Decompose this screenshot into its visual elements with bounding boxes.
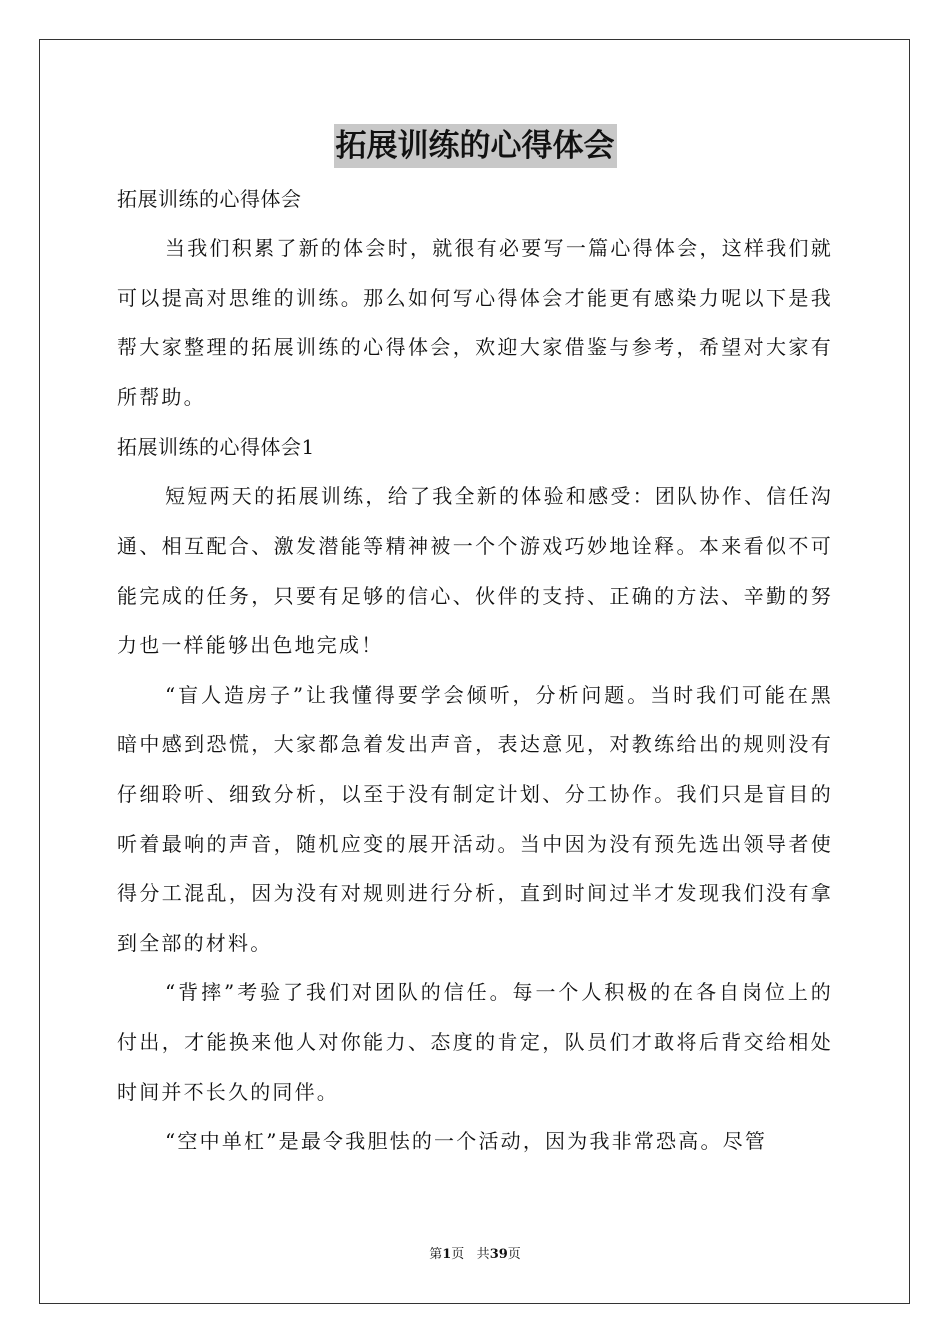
- document-body: [117, 174, 833, 1167]
- page-footer: [0, 1246, 950, 1264]
- page-number: 1: [442, 1247, 452, 1262]
- total-suffix: 页: [507, 1247, 521, 1262]
- total-prefix: 共: [476, 1247, 490, 1262]
- title-container: [0, 124, 950, 168]
- total-pages: 39: [489, 1247, 508, 1262]
- page-prefix: 第: [429, 1247, 443, 1262]
- section-paragraph: “背摔”考验了我们对团队的信任。每一个人积极的在各自岗位上的付出，才能换来他人对你能力、态度的肯定，队员们才敢将后背交给相处时间并不长久的同伴。: [117, 980, 833, 1104]
- section-paragraph: 短短两天的拓展训练，给了我全新的体验和感受：团队协作、信任沟通、相互配合、激发潜能等精神被一个个游戏巧妙地诠释。本来看似不可能完成的任务，只要有足够的信心、伙伴的支持、正确的方法、辛勤的努力也一样能够出色地完成！: [117, 484, 833, 658]
- section-paragraph: “空中单杠”是最令我胆怯的一个活动，因为我非常恐高。尽管: [165, 1129, 768, 1154]
- section-heading: 拓展训练的心得体会1: [117, 435, 315, 460]
- document-title: 拓展训练的心得体会: [334, 124, 617, 168]
- document-subtitle: 拓展训练的心得体会: [117, 187, 302, 211]
- page-suffix: 页: [451, 1247, 465, 1262]
- intro-paragraph: 当我们积累了新的体会时，就很有必要写一篇心得体会，这样我们就可以提高对思维的训练。那么如何写心得体会才能更有感染力呢以下是我帮大家整理的拓展训练的心得体会，欢迎大家借鉴与参考，希望对大家有所帮助。: [117, 236, 833, 409]
- section-paragraph: “盲人造房子”让我懂得要学会倾听，分析问题。当时我们可能在黑暗中感到恐慌，大家都急着发出声音，表达意见，对教练给出的规则没有仔细聆听、细致分析，以至于没有制定计划、分工协作。我们只是盲目的听着最响的声音，随机应变的展开活动。当中因为没有预先选出领导者使得分工混乱，因为没有对规则进行分析，直到时间过半才发现我们没有拿到全部的材料。: [117, 682, 833, 955]
